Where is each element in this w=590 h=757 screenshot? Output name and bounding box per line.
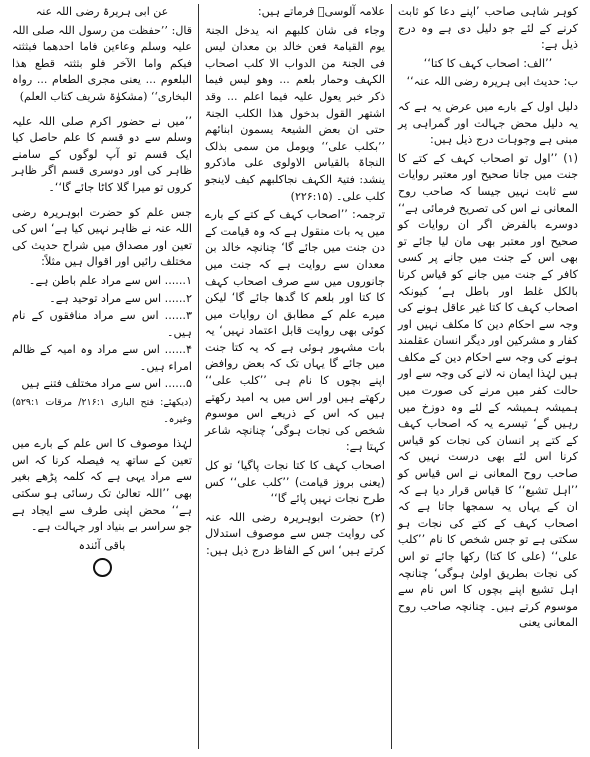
list-item: ۳...... اس سے مراد منافقوں کے نام ہیں۔ [12,309,192,339]
paragraph: جس علم کو حضرت ابوہریرہ رضی اللہ عنہ نے ظاہر نہیں کیا ہے‘ اس کی تعین اور مصداق میں شراح حدیث کی مختلف رائیں اور اقوال ہیں مثلاً: [12,205,192,269]
translation: ترجمہ: ’’اصحاب کہف کے کتے کے بارے میں یہ بات منقول ہے کہ وہ قیامت کے دن جنت میں جائے گا‘ چنانچہ خالد بن معدان سے روایت ہے کہ جنت میں جانوروں میں سے صرف اصحاب کہف کا کتا اور بلعم کا گدھا جائے گا‘ لیکن میرے علم کے مطابق ان روایات میں کوئی بھی روایت قابل اعتماد نہیں‘ یہ بات مشہور ہوئی ہے کہ یہ کتا جنت میں جائے گا یہاں تک کہ بعض روافض اپنے بچوں کا نام ہی ’’کلب علی‘‘ رکھتے ہیں اور اس میں یہ امید رکھتے ہیں کہ اس کے ذریعے اس موسوم شخص کی نجات ہوگی‘ چنانچہ شاعر کہتا ہے: [205,208,385,454]
paragraph: لہٰذا موصوف کا اس علم کے بارے میں تعین کے ساتھ یہ فیصلہ کرنا کہ اس سے مراد یہی ہے کہ کلمہ پڑھے بغیر بھی ’’اللہ تعالیٰ تک رسائی ہو سکتی ہے‘‘ محض اپنی طرف سے ایجاد ہے جو سراسر بے بنیاد اور جہالت ہے۔ [12,437,192,534]
reference: (دیکھئے: فتح الباری ۲۱۶:۱/ مرقات ۵۲۹:۱) وغیرہ۔ [12,397,192,425]
verse: اصحاب کہف کا کتا نجات پاگیا‘ تو کل (یعنی بروز قیامت) ’’کلب علی‘‘ کس طرح نجات نہیں پائے گا‘‘ [205,459,385,506]
paragraph: دلیل اول کے بارے میں عرض یہ ہے کہ یہ دلیل محض جہالت اور گمراہی پر مبنی ہے وجوہات درج ذیل ہیں: [398,99,578,147]
columns [6,4,584,749]
continued-label: باقی آئندہ [78,538,126,552]
list-item: ۲...... اس سے مراد توحید ہے۔ [49,291,192,305]
list-item: ۵...... اس سے مراد مختلف فتنے ہیں [21,377,192,391]
column-left [6,4,199,749]
opinions-list [12,273,192,393]
column-right [392,4,584,749]
paragraph: کوہر شاہی صاحب ’اپنے دعا کو ثابت کرنے کے لئے جو دلیل دی ہے وہ درج ذیل ہے: [398,5,578,52]
paragraph: ’’میں نے حضور اکرم صلی اللہ علیہ وسلم سے دو قسم کا علم حاصل کیا ایک قسم تو آپ لوگوں کے سامنے ظاہر کی اور دوسری قسم اگر ظاہر کروں تو میرا گلا کاٹا جائے گا‘‘۔ [12,114,192,194]
heading-alif: ’’الف: اصحاب کہف کا کتا‘‘ [423,56,553,70]
arabic-hadith: قال: ’’حفظت من رسول اللہ صلی اللہ علیہ وسلم وعاءین فاما احدھما فبثثتہ فیکم واما الآخر فلو بثثتہ قطع ھذا البلعوم ... یعنی مجری الطعام ... رواہ البخاری‘‘ (مشکوٰۃ شریف کتاب العلم) [12,23,192,103]
list-item: ۴...... اس سے مراد وہ امیہ کے ظالم امراء ہیں۔ [12,343,192,373]
paragraph: علامہ آلوسیؒ فرماتے ہیں: [257,5,385,18]
heading-bay: ب: حدیث ابی ہریرہ رضی اللہ عنہ‘‘ [406,75,578,89]
arabic-heading: عن ابی ہریرۃ رضی اللہ عنہ [35,5,169,18]
list-item: ۱...... اس سے مراد علم باطن ہے۔ [28,273,192,287]
paragraph: (۲) حضرت ابوہریرہ رضی اللہ عنہ کی روایت جس سے موصوف استدلال کرتے ہیں‘ اس کے الفاظ درج ذیل ہیں: [205,510,385,557]
column-middle [199,4,392,749]
circle-ornament-icon [93,558,112,577]
arabic-quote: وجاء فی شان کلبھم انہ یدخل الجنۃ یوم القیامۃ فعن خالد بن معدان لیس فی الجنۃ من الدواب الا کلب اصحاب الکہف وحمار بلعم ... وھو لیس فیما ذکر خبر یعول علیہ فیما اعلم ... وقد اشتھر القول بدخول ھذا الکلب الجنۃ حتی ان بعض الشیعۃ یسمون ابنائھم ’’بکلب علی‘‘ ویومل من سمی بذلک النجاۃ بالقیاس الاولوی علی ماذکرو ینشد: فتیۃ الکہف نجاکلبھم کیف لاینجو کلب علی۔ (۲۲۶:۱۵) [205,23,385,203]
paragraph: (۱) ’’اول تو اصحاب کہف کے کتے کا جنت میں جانا صحیح اور معتبر روایات سے ثابت نہیں جیسا کہ صاحب روح المعانی نے اس کی تصریح فرمائی ہے‘‘ دوسرے بالفرض اگر ان روایات کو صحیح اور معتبر بھی مان لیا جائے تو بھی اس کے جنت میں جانے پر کسی کافر کے جنت میں جانے کو قیاس کرنا بالکل غلط اور باطل ہے‘ کیونکہ اصحاب کہف کا کتا غیر عاقل ہونے کی وجہ سے احکام دین کا مکلف نہیں اور کفار و مشرکین اور دیگر انسان عقلمند ہونے کی وجہ سے احکام دین کے مکلف ہیں لہٰذا ایمان نہ لانے کی وجہ سے اور حالت کفر میں مرنے کی صورت میں ہمیشہ ہمیشہ کے لئے وہ دوزخ میں رہیں گے‘ تیسرے یہ کہ اصحاب کہف کے کتے پر انسان کی نجات کو قیاس کرنا اس لئے بھی درست نہیں کہ صاحب روح المعانی نے اس قیاس کو ’’اہل تشیع‘‘ کا قیاس قرار دیا ہے کہ ان کے یہاں یہ سمجھا جاتا ہے کہ اصحاب کہف کے کتے کی نجات ہو سکتی ہے تو جس شخص کا نام ’’کلب علی‘‘ (علی کا کتا) رکھا جائے تو اس کی نجات بطریق اولیٰ ہوگی‘ چنانچہ اہل تشیع اپنے بچوں کا اس نام سے موسوم کرتے ہیں۔ چنانچہ صاحب روح المعانی یعنی [398,151,578,630]
